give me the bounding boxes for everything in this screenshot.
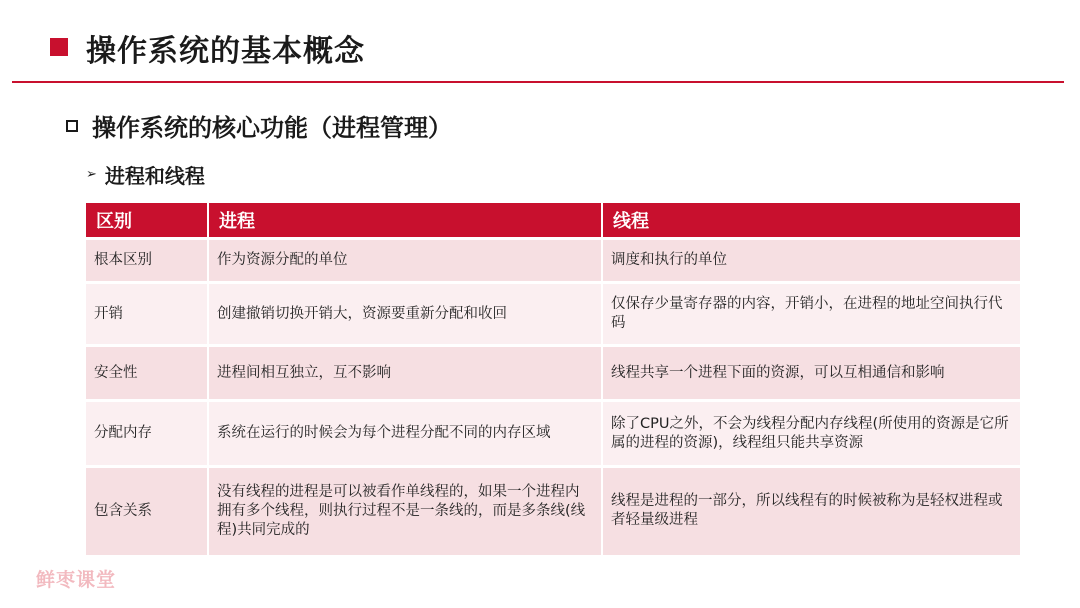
row-label: 开销	[86, 283, 208, 346]
process-cell: 系统在运行的时候会为每个进程分配不同的内存区域	[208, 401, 602, 467]
comparison-table	[86, 203, 1020, 555]
section-title: 操作系统的核心功能（进程管理）	[92, 114, 452, 142]
title-divider	[12, 81, 1064, 83]
process-cell: 作为资源分配的单位	[208, 239, 602, 283]
slide-title: 操作系统的基本概念	[86, 34, 365, 69]
column-header-process: 进程	[208, 203, 602, 239]
thread-cell: 除了CPU之外，不会为线程分配内存线程(所使用的资源是它所属的进程的资源)，线程组只能共享资源	[602, 401, 1020, 467]
column-header-thread: 线程	[602, 203, 1020, 239]
column-header-difference: 区别	[86, 203, 208, 239]
subsection-title: 进程和线程	[104, 164, 205, 188]
row-label: 分配内存	[86, 401, 208, 467]
row-label: 根本区别	[86, 239, 208, 283]
title-bullet-square	[50, 38, 68, 56]
thread-cell: 线程共享一个进程下面的资源，可以互相通信和影响	[602, 346, 1020, 401]
process-cell: 进程间相互独立，互不影响	[208, 346, 602, 401]
arrow-bullet-icon: ➢	[86, 167, 97, 182]
thread-cell: 线程是进程的一部分，所以线程有的时候被称为是轻权进程或者轻量级进程	[602, 467, 1020, 555]
slide-header	[0, 0, 1080, 84]
row-label: 包含关系	[86, 467, 208, 555]
process-cell: 创建撤销切换开销大，资源要重新分配和收回	[208, 283, 602, 346]
table-header-row	[86, 203, 1020, 239]
hollow-square-bullet-icon	[66, 120, 78, 132]
thread-cell: 调度和执行的单位	[602, 239, 1020, 283]
table-row	[86, 401, 1020, 467]
table-row	[86, 467, 1020, 555]
row-label: 安全性	[86, 346, 208, 401]
table-row	[86, 239, 1020, 283]
thread-cell: 仅保存少量寄存器的内容，开销小，在进程的地址空间执行代码	[602, 283, 1020, 346]
subsection-heading	[86, 160, 205, 189]
process-cell: 没有线程的进程是可以被看作单线程的，如果一个进程内拥有多个线程，则执行过程不是一条线的，而是多条线(线程)共同完成的	[208, 467, 602, 555]
table-row	[86, 283, 1020, 346]
watermark-logo: 鲜枣课堂	[36, 569, 117, 591]
section-heading	[66, 108, 452, 143]
table-row	[86, 346, 1020, 401]
